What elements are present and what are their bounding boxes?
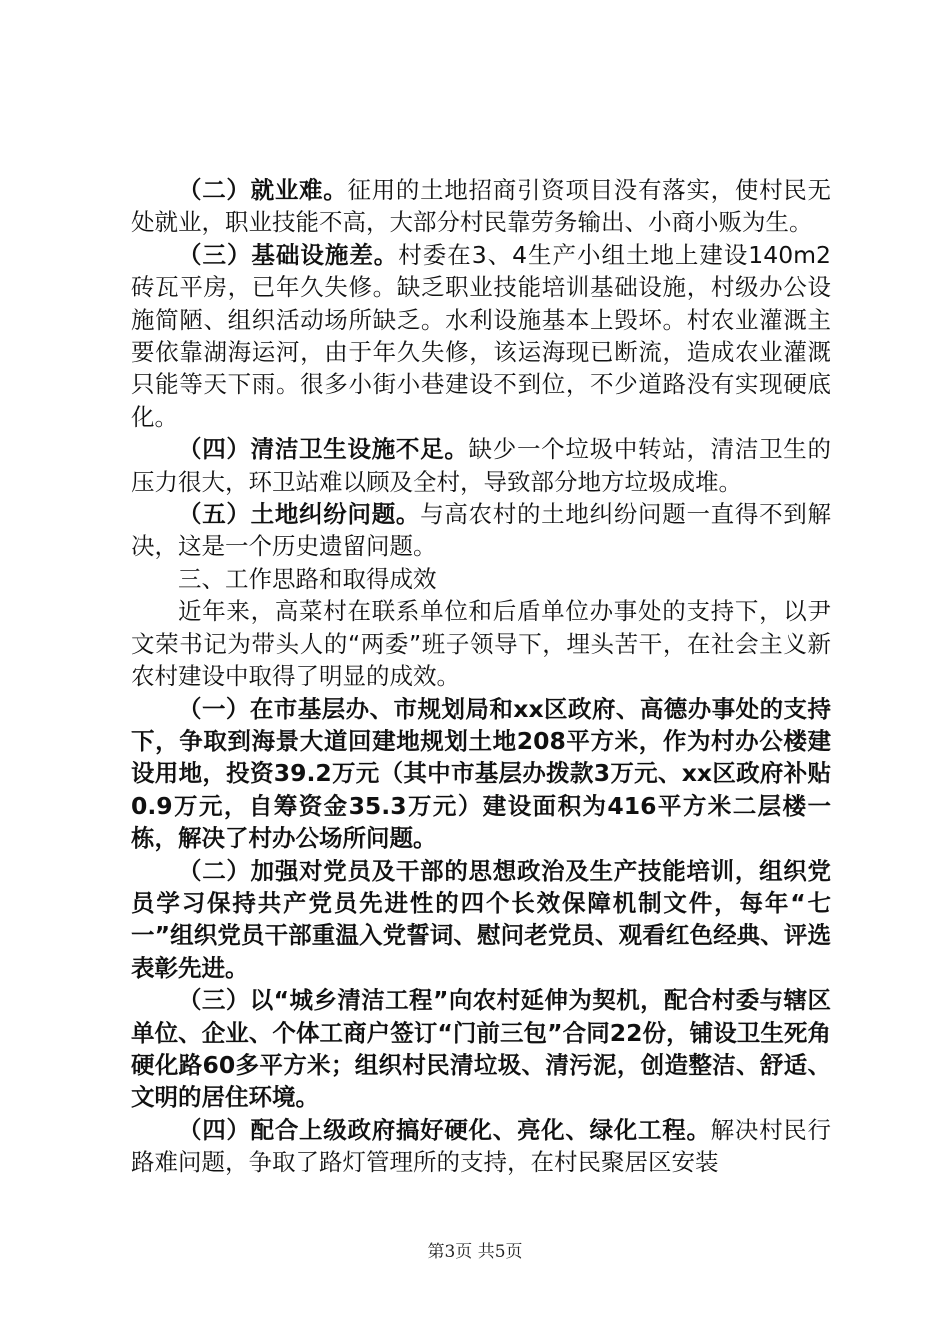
section-heading: 三、工作思路和取得成效 [178, 564, 437, 593]
paragraph-lead: （二）就业难。 [178, 176, 348, 204]
paragraph-text: 村委在3、4生产小组土地上建设140m2砖瓦平房，已年久失修。缺乏职业技能培训基础设施，村级办公设施简陋、组织活动场所缺乏。水利设施基本上毁坏。村农业灌溉主要依靠湖海运河，由于年久失修，该运海现已断流，造成农业灌溉只能等天下雨。很多小街小巷建设不到位，不少道路没有实现硬底化。 [131, 240, 832, 431]
paragraph-result-3: （三）以“城乡清洁工程”向农村延伸为契机，配合村委与辖区单位、企业、个体工商户签订“门前三包”合同22份，铺设卫生死角硬化路60多平方米；组织村民清垃圾、清污泥，创造整洁、舒适、文明的居住环境。 [131, 986, 831, 1112]
paragraph-result-1: （一）在市基层办、市规划局和xx区政府、高德办事处的支持下，争取到海景大道回建地规划土地208平方米，作为村办公楼建设用地，投资39.2万元（其中市基层办拨款3万元、xx区政府补贴0.9万元，自筹资金35.3万元）建设面积为416平方米二层楼一栋，解决了村办公场所问题。 [131, 694, 831, 853]
paragraph-intro: 近年来，高菜村在联系单位和后盾单位办事处的支持下，以尹文荣书记为带头人的“两委”班子领导下，埋头苦干，在社会主义新农村建设中取得了明显的成效。 [131, 597, 831, 691]
paragraph-lead: （三）基础设施差。 [178, 240, 399, 269]
paragraph-text: 缺少一个垃圾中转站，清洁卫生的压力很大，环卫站难以顾及全村，导致部分地方垃圾成堆。 [131, 435, 832, 496]
page-footer: 第3页 共5页 [427, 1242, 523, 1262]
paragraph-employment [131, 174, 831, 239]
paragraph-lead: （四）清洁卫生设施不足。 [178, 435, 469, 464]
paragraph-text: 与高农村的土地纠纷问题一直得不到解决，这是一个历史遗留问题。 [131, 500, 832, 561]
paragraph-lead: （四）配合上级政府搞好硬化、亮化、绿化工程。 [178, 1115, 711, 1144]
paragraph-result-4 [131, 1114, 831, 1179]
paragraph-infrastructure [131, 239, 831, 433]
paragraph-result-2: （二）加强对党员及干部的思想政治及生产技能培训，组织党员学习保持共产党员先进性的四个长效保障机制文件，每年“七一”组织党员干部重温入党誓词、慰问老党员、观看红色经典、评选表彰先进。 [131, 856, 831, 982]
paragraph-text: 征用的土地招商引资项目没有落实，使村民无处就业，职业技能不高，大部分村民靠劳务输出、小商小贩为生。 [131, 176, 832, 237]
paragraph-land-dispute [131, 498, 831, 563]
paragraph-lead: （五）土地纠纷问题。 [178, 500, 421, 529]
document-body [131, 174, 831, 1179]
paragraph-sanitation [131, 433, 831, 498]
paragraph-text: 解决村民行路难问题，争取了路灯管理所的支持，在村民聚居区安装 [131, 1115, 832, 1177]
